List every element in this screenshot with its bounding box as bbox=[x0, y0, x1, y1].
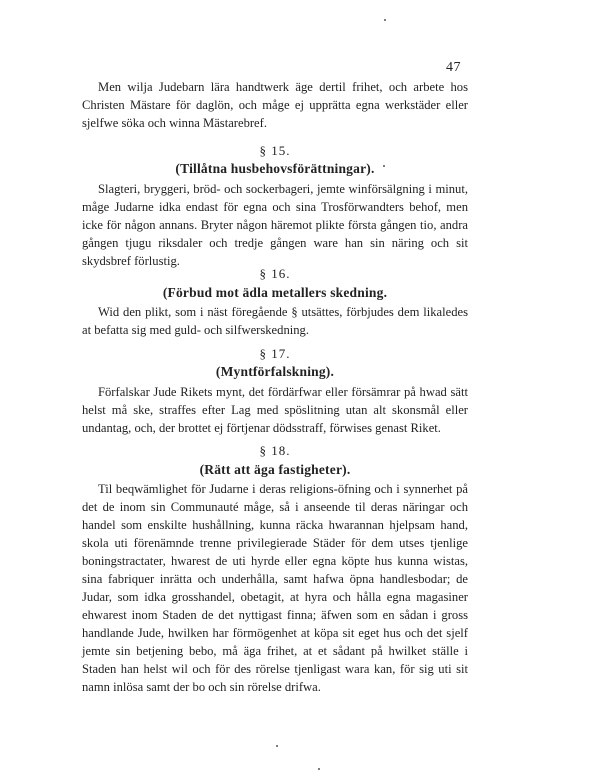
section-18-body: Til beqwämlighet för Judarne i deras religions-öfning och i synnerhet på det de inom sin Communauté måge, så i anseende til deras näringar och handel som enskilte hushållning, kunna räcka hwarannan hjelpsam hand, skola uti förenämnde trenne privilegierade Städer för dem utses tjenlige boningstractater, hwarest de uti hyrde eller egna köpte hus kunna wistas, sina fabriquer inrätta och underhålla, samt hafwa öpna handlesbodar; de Judar, som idka grosshandel, obetagit, at hyra och hålla egna magasiner ehwarest inom Staden de det nyttigast finna; äfwen som en sådan i gross handlande Jude, hwilken har förmögenhet at köpa sit eget hus och det sjelf jemte sin betjening bebo, må äga frihet, at et sådant på hwilket ställe i Staden han helst wil och för des rörelse tjenligast wara kan, för sig uti sit namn inlösa samt der bo och sin rörelse drifwa. bbox=[82, 482, 468, 694]
paper-speck bbox=[318, 768, 320, 770]
section-15-heading: (Tillåtna husbehovsförättningar). bbox=[175, 161, 375, 176]
section-16-body: Wid den plikt, som i näst föregående § utsättes, förbjudes dem likaledes at befatta sig med guld- och silfwerskedning. bbox=[82, 305, 468, 337]
section-17-number: § 17. bbox=[259, 346, 291, 361]
section-17-body: Förfalskar Jude Rikets mynt, det fördärfwar eller försämrar på hwad sätt helst må ske, straffes efter Lag med spöslitning utan alt skonsmål eller undantag, och, der brottet ej förtjenar dödsstraff, förwises genast Riket. bbox=[82, 385, 468, 435]
section-15-body: Slagteri, bryggeri, bröd- och sockerbageri, jemte winförsälgning i minut, måge Judarne idka endast för egna och sina Trosförwandters behof, men icke för någon annans. Bryter någon häremot plikte första gången tio, andra gången tjugu riksdaler och tredje gången ware han sin näring och sit skydsbref förlustig. bbox=[82, 182, 468, 268]
paper-speck bbox=[384, 19, 386, 21]
paper-speck bbox=[383, 165, 385, 167]
section-17-heading: (Myntförfalskning). bbox=[215, 364, 335, 379]
section-15-number: § 15. bbox=[259, 143, 291, 158]
paper-speck bbox=[276, 745, 278, 747]
section-16-heading: (Förbud mot ädla metallers skedning. bbox=[162, 285, 388, 300]
section-16-number: § 16. bbox=[259, 266, 291, 281]
section-18-heading: (Rätt att äga fastigheter). bbox=[199, 462, 351, 477]
page-number: 47 bbox=[446, 60, 461, 75]
section-18-number: § 18. bbox=[259, 443, 291, 458]
intro-paragraph: Men wilja Judebarn lära handtwerk äge dertil frihet, och arbete hos Christen Mästare för daglön, och måge ej upprätta egna werkstäder eller sjelfwe söka och winna Mästarebref. bbox=[82, 80, 468, 130]
